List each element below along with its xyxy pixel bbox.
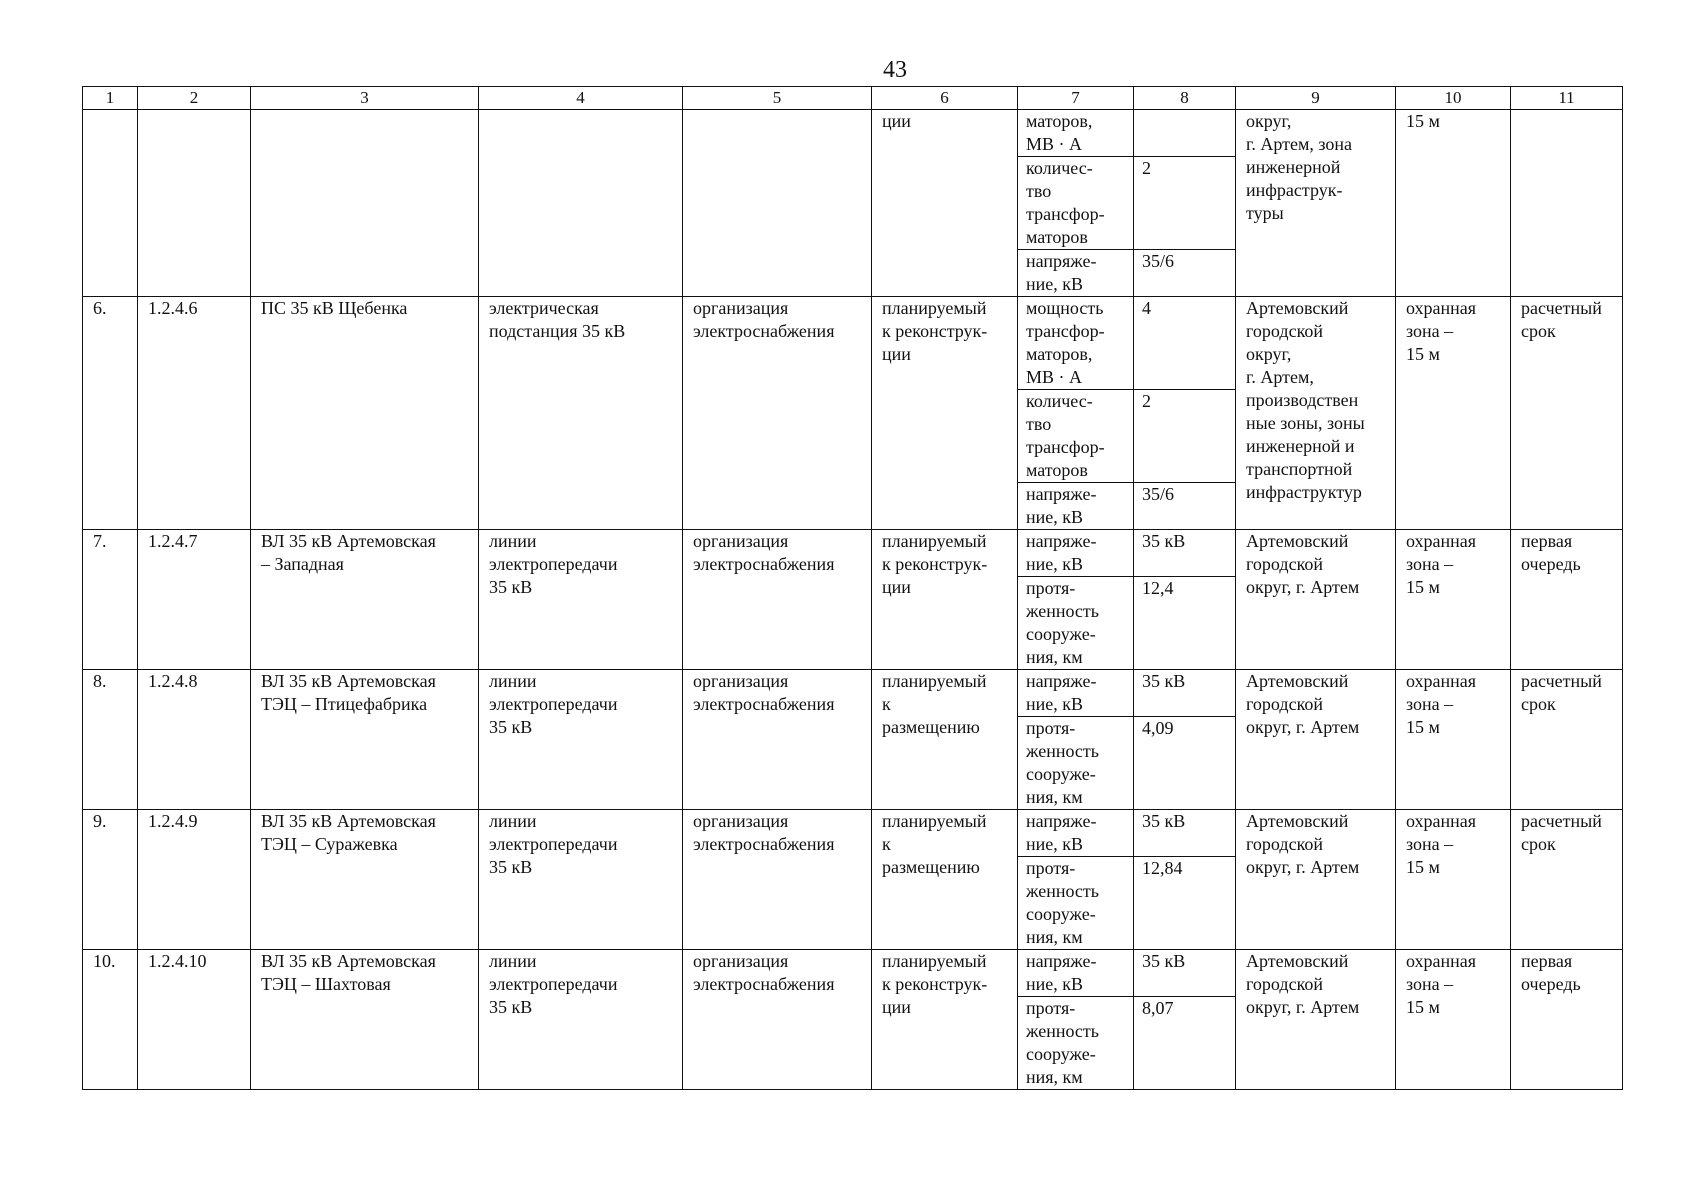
column-number-row [83, 87, 1623, 110]
object-purpose: организация электроснабжения [683, 297, 872, 530]
object-status: планируемый к размещению [872, 670, 1018, 810]
parameter-value: 35/6 [1134, 250, 1236, 297]
object-location: Артемовский городской округ, г. Артем [1236, 530, 1396, 670]
object-type [479, 110, 683, 297]
parameter-value: 12,4 [1134, 577, 1236, 670]
object-code: 1.2.4.6 [138, 297, 251, 530]
object-type: линии электропередачи 35 кВ [479, 670, 683, 810]
table-row [83, 530, 1623, 577]
object-type: линии электропередачи 35 кВ [479, 950, 683, 1090]
parameter-name: протя- женность сооруже- ния, км [1018, 857, 1134, 950]
implementation-term [1511, 110, 1623, 297]
parameter-value: 4 [1134, 297, 1236, 390]
object-type: электрическая подстанция 35 кВ [479, 297, 683, 530]
object-location: округ, г. Артем, зона инженерной инфраструк- туры [1236, 110, 1396, 297]
column-number: 10 [1396, 87, 1511, 110]
parameter-value: 35 кВ [1134, 670, 1236, 717]
parameter-name: напряже- ние, кВ [1018, 810, 1134, 857]
object-name: ПС 35 кВ Щебенка [251, 297, 479, 530]
object-status: планируемый к реконструк- ции [872, 297, 1018, 530]
object-type: линии электропередачи 35 кВ [479, 810, 683, 950]
parameter-value: 35 кВ [1134, 950, 1236, 997]
protection-zone: охранная зона – 15 м [1396, 810, 1511, 950]
parameter-name: напряже- ние, кВ [1018, 250, 1134, 297]
object-name: ВЛ 35 кВ Артемовская ТЭЦ – Шахтовая [251, 950, 479, 1090]
page-number: 43 [883, 57, 907, 83]
parameter-value: 4,09 [1134, 717, 1236, 810]
object-purpose: организация электроснабжения [683, 670, 872, 810]
implementation-term: первая очередь [1511, 530, 1623, 670]
parameter-value: 35 кВ [1134, 810, 1236, 857]
column-number: 2 [138, 87, 251, 110]
table-row [83, 950, 1623, 997]
object-status: планируемый к реконструк- ции [872, 530, 1018, 670]
implementation-term: первая очередь [1511, 950, 1623, 1090]
object-location: Артемовский городской округ, г. Артем [1236, 810, 1396, 950]
object-purpose: организация электроснабжения [683, 530, 872, 670]
object-code: 1.2.4.10 [138, 950, 251, 1090]
row-number: 6. [83, 297, 138, 530]
column-number: 3 [251, 87, 479, 110]
object-status: планируемый к реконструк- ции [872, 950, 1018, 1090]
object-location: Артемовский городской округ, г. Артем [1236, 950, 1396, 1090]
table-row [83, 110, 1623, 157]
protection-zone: охранная зона – 15 м [1396, 530, 1511, 670]
parameter-value: 35 кВ [1134, 530, 1236, 577]
parameter-name: количес- тво трансфор- маторов [1018, 390, 1134, 483]
row-number [83, 110, 138, 297]
object-name [251, 110, 479, 297]
row-number: 8. [83, 670, 138, 810]
parameter-name: напряже- ние, кВ [1018, 950, 1134, 997]
table-row [83, 297, 1623, 390]
row-number: 9. [83, 810, 138, 950]
table-row [83, 810, 1623, 857]
parameter-name: маторов, МВ · А [1018, 110, 1134, 157]
table-row [83, 670, 1623, 717]
object-name: ВЛ 35 кВ Артемовская ТЭЦ – Суражевка [251, 810, 479, 950]
parameter-name: протя- женность сооруже- ния, км [1018, 717, 1134, 810]
parameter-name: напряже- ние, кВ [1018, 670, 1134, 717]
object-location: Артемовский городской округ, г. Артем [1236, 670, 1396, 810]
column-number: 11 [1511, 87, 1623, 110]
object-code: 1.2.4.7 [138, 530, 251, 670]
parameter-value: 8,07 [1134, 997, 1236, 1090]
object-purpose: организация электроснабжения [683, 810, 872, 950]
object-purpose [683, 110, 872, 297]
parameter-value: 2 [1134, 390, 1236, 483]
protection-zone: охранная зона – 15 м [1396, 950, 1511, 1090]
column-number: 6 [872, 87, 1018, 110]
protection-zone: охранная зона – 15 м [1396, 297, 1511, 530]
column-number: 4 [479, 87, 683, 110]
parameter-name: напряже- ние, кВ [1018, 530, 1134, 577]
parameter-name: протя- женность сооруже- ния, км [1018, 577, 1134, 670]
object-type: линии электропередачи 35 кВ [479, 530, 683, 670]
parameter-name: напряже- ние, кВ [1018, 483, 1134, 530]
object-status: планируемый к размещению [872, 810, 1018, 950]
column-number: 5 [683, 87, 872, 110]
implementation-term: расчетный срок [1511, 670, 1623, 810]
implementation-term: расчетный срок [1511, 297, 1623, 530]
column-number: 8 [1134, 87, 1236, 110]
column-number: 7 [1018, 87, 1134, 110]
column-number: 9 [1236, 87, 1396, 110]
parameter-name: количес- тво трансфор- маторов [1018, 157, 1134, 250]
column-number: 1 [83, 87, 138, 110]
parameter-name: мощность трансфор- маторов, МВ · А [1018, 297, 1134, 390]
object-status: ции [872, 110, 1018, 297]
parameter-name: протя- женность сооруже- ния, км [1018, 997, 1134, 1090]
parameter-value: 2 [1134, 157, 1236, 250]
object-location: Артемовский городской округ, г. Артем, производствен ные зоны, зоны инженерной и транспортной инфраструктур [1236, 297, 1396, 530]
facilities-table [82, 86, 1623, 1090]
object-code: 1.2.4.8 [138, 670, 251, 810]
object-name: ВЛ 35 кВ Артемовская – Западная [251, 530, 479, 670]
protection-zone: 15 м [1396, 110, 1511, 297]
protection-zone: охранная зона – 15 м [1396, 670, 1511, 810]
object-name: ВЛ 35 кВ Артемовская ТЭЦ – Птицефабрика [251, 670, 479, 810]
row-number: 10. [83, 950, 138, 1090]
implementation-term: расчетный срок [1511, 810, 1623, 950]
object-code [138, 110, 251, 297]
object-purpose: организация электроснабжения [683, 950, 872, 1090]
object-code: 1.2.4.9 [138, 810, 251, 950]
parameter-value [1134, 110, 1236, 157]
parameter-value: 12,84 [1134, 857, 1236, 950]
row-number: 7. [83, 530, 138, 670]
parameter-value: 35/6 [1134, 483, 1236, 530]
